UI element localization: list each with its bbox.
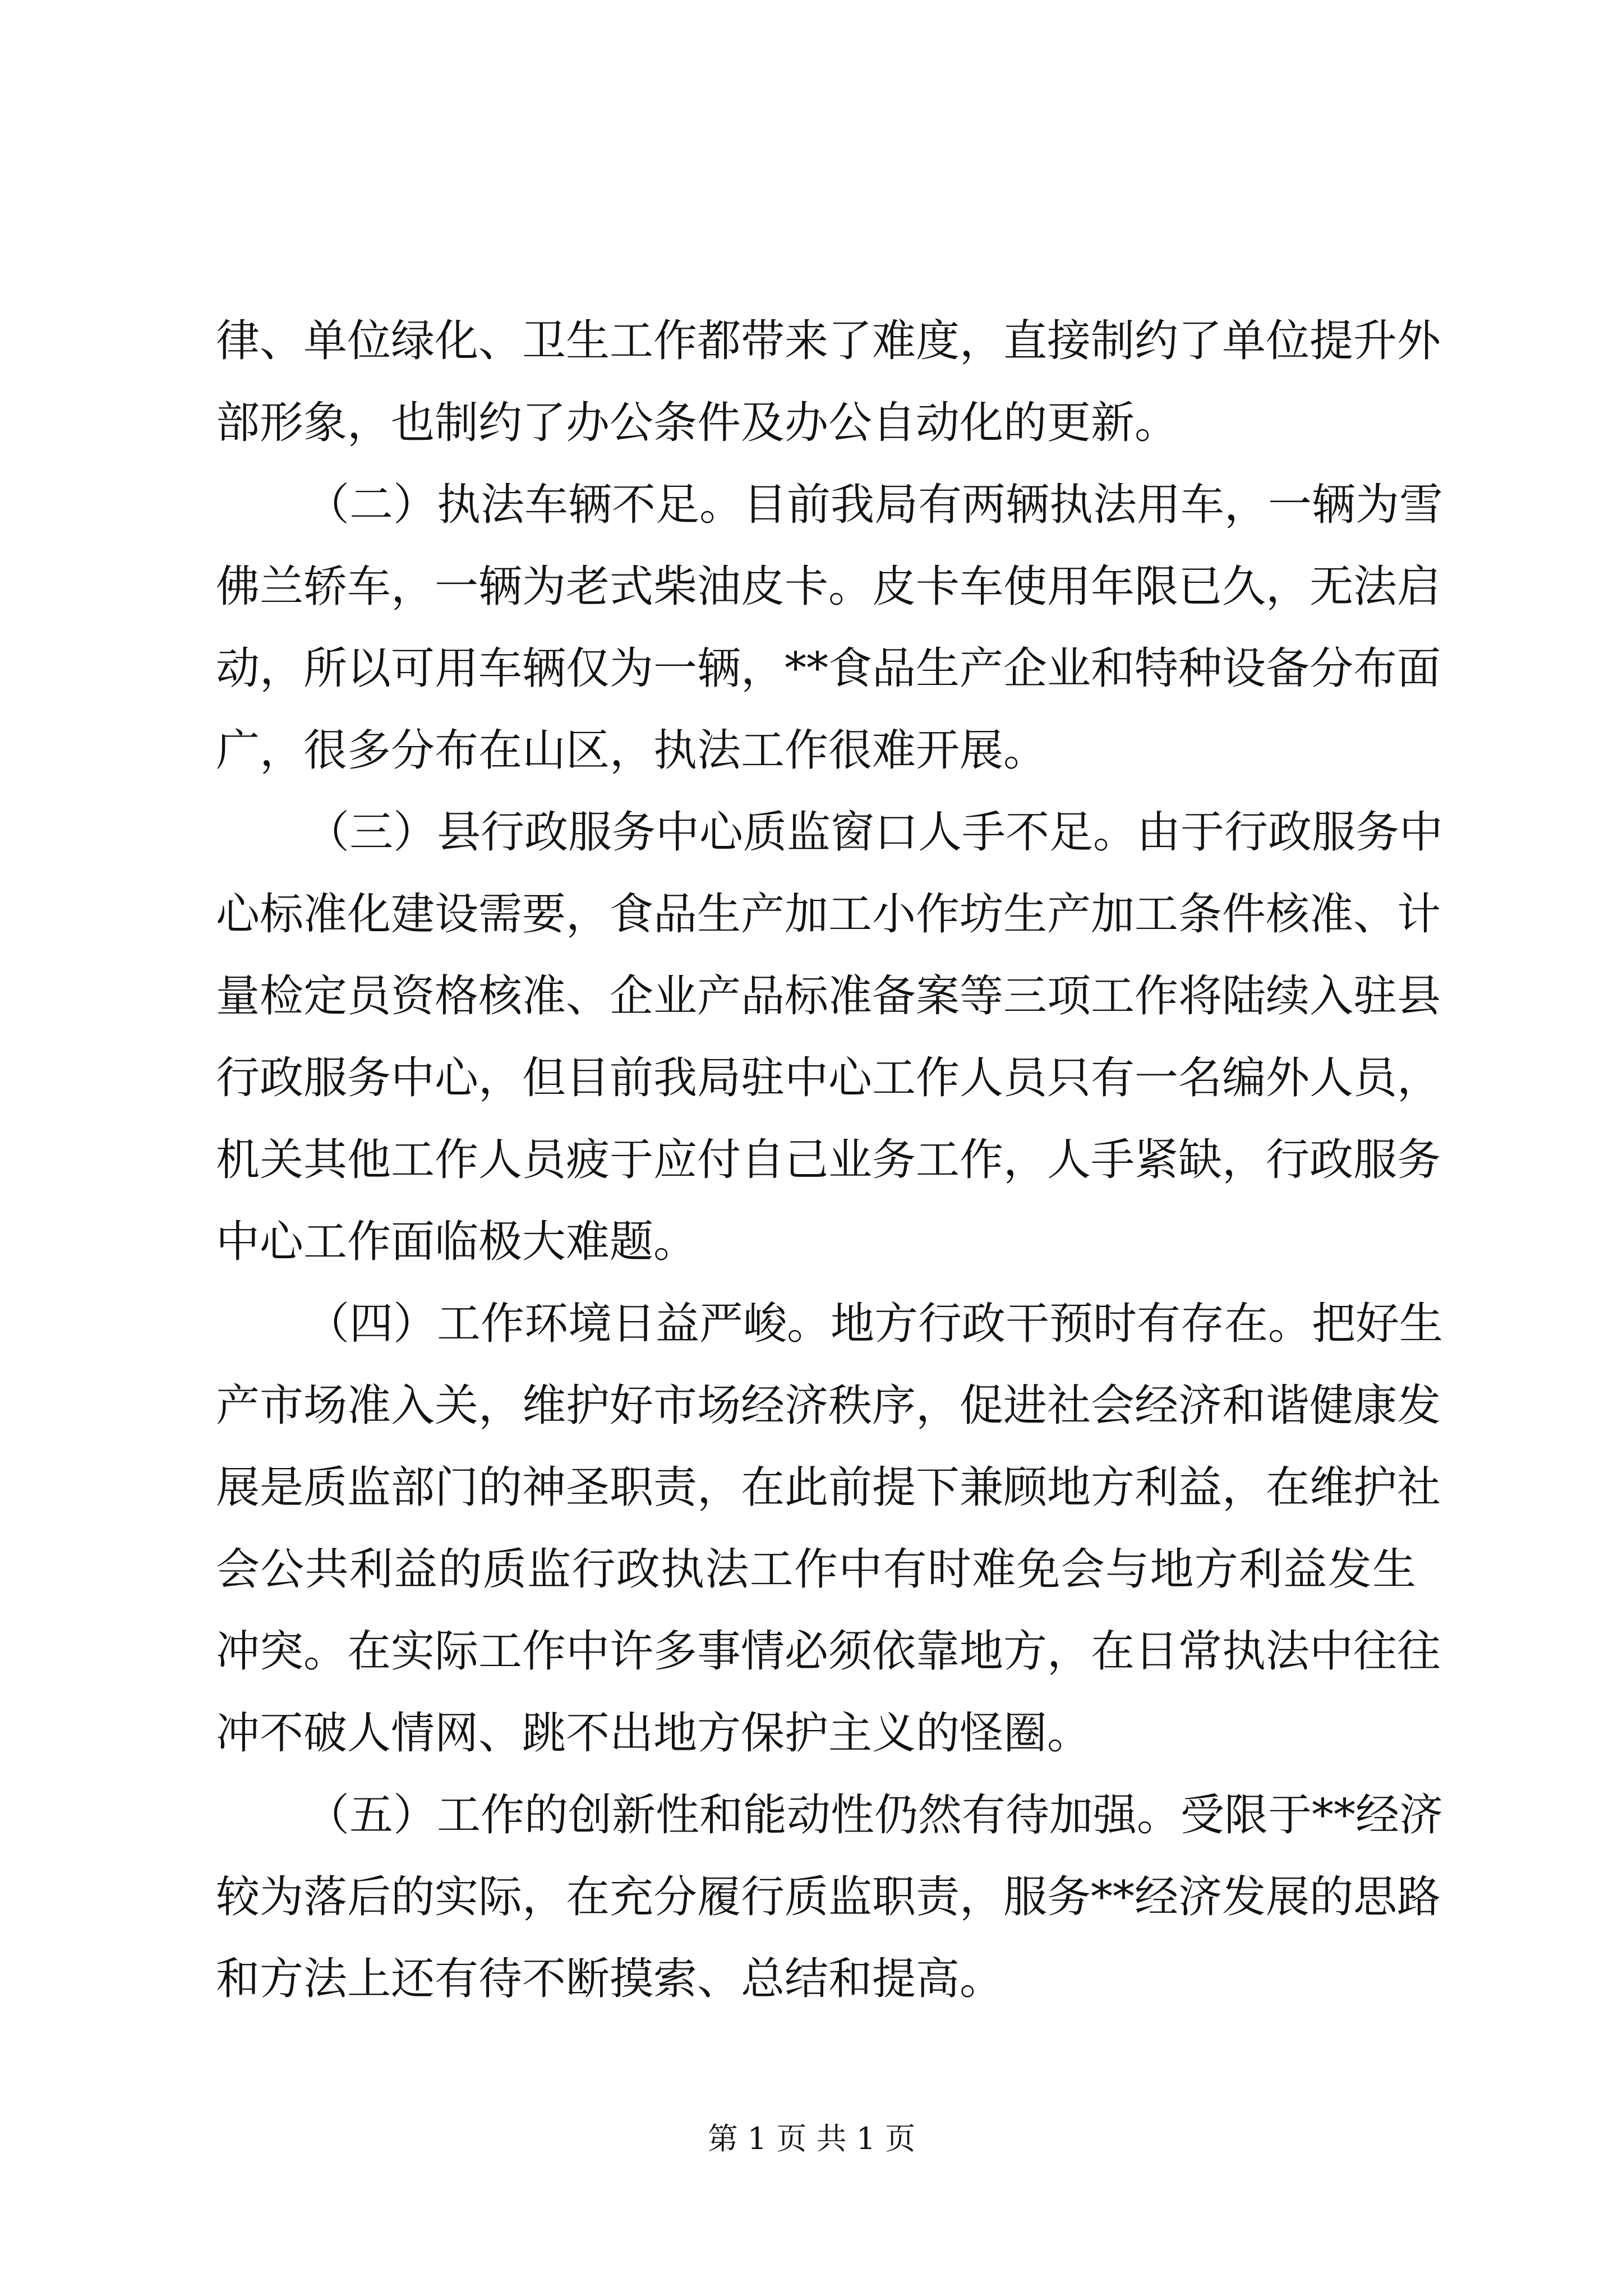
document-body xyxy=(216,300,1444,2020)
text-line: 中心工作面临极大难题。 xyxy=(216,1217,698,1267)
text-line: 心标准化建设需要，食品生产加工小作坊生产加工条件核准、计 xyxy=(216,889,1441,940)
text-line: （三）县行政服务中心质监窗口人手不足。由于行政服务中 xyxy=(306,807,1444,858)
text-line: 和方法上还有待不断摸索、总结和提高。 xyxy=(216,1954,1004,2004)
text-line: 产市场准入关，维护好市场经济秩序，促进社会经济和谐健康发 xyxy=(216,1381,1441,1431)
text-line: 机关其他工作人员疲于应付自己业务工作，人手紧缺，行政服务 xyxy=(216,1135,1441,1185)
text-line: 冲突。在实际工作中许多事情必须依靠地方，在日常执法中往往 xyxy=(216,1626,1441,1677)
paragraph xyxy=(216,1283,1444,1774)
text-line: 广，很多分布在山区，执法工作很难开展。 xyxy=(216,725,1048,776)
paragraph xyxy=(216,792,1444,1283)
text-line: 展是质监部门的神圣职责，在此前提下兼顾地方利益，在维护社 xyxy=(216,1462,1441,1513)
paragraph xyxy=(216,464,1444,792)
text-line: 较为落后的实际，在充分履行质监职责，服务**经济发展的思路 xyxy=(216,1872,1441,1922)
paragraph xyxy=(216,1774,1444,2020)
text-line: （二）执法车辆不足。目前我局有两辆执法用车，一辆为雪 xyxy=(306,480,1444,530)
text-line: 冲不破人情网、跳不出地方保护主义的怪圈。 xyxy=(216,1708,1091,1759)
text-line: （五）工作的创新性和能动性仍然有待加强。受限于**经济 xyxy=(306,1790,1444,1841)
text-line: 佛兰轿车，一辆为老式柴油皮卡。皮卡车使用年限已久，无法启 xyxy=(216,562,1441,612)
text-line: 量检定员资格核准、企业产品标准备案等三项工作将陆续入驻县 xyxy=(216,971,1441,1022)
text-line: 律、单位绿化、卫生工作都带来了难度，直接制约了单位提升外 xyxy=(216,316,1441,366)
text-line: 行政服务中心，但目前我局驻中心工作人员只有一名编外人员， xyxy=(216,1053,1441,1103)
text-line: 部形象，也制约了办公条件及办公自动化的更新。 xyxy=(216,398,1179,448)
text-line: 会公共利益的质监行政执法工作中有时难免会与地方利益发生 xyxy=(216,1544,1416,1595)
text-line: （四）工作环境日益严峻。地方行政干预时有存在。把好生 xyxy=(306,1299,1444,1349)
paragraph xyxy=(216,300,1441,464)
text-line: 动，所以可用车辆仅为一辆，**食品生产企业和特种设备分布面 xyxy=(216,643,1441,694)
page-footer: 第 1 页 共 1 页 xyxy=(707,2121,916,2156)
